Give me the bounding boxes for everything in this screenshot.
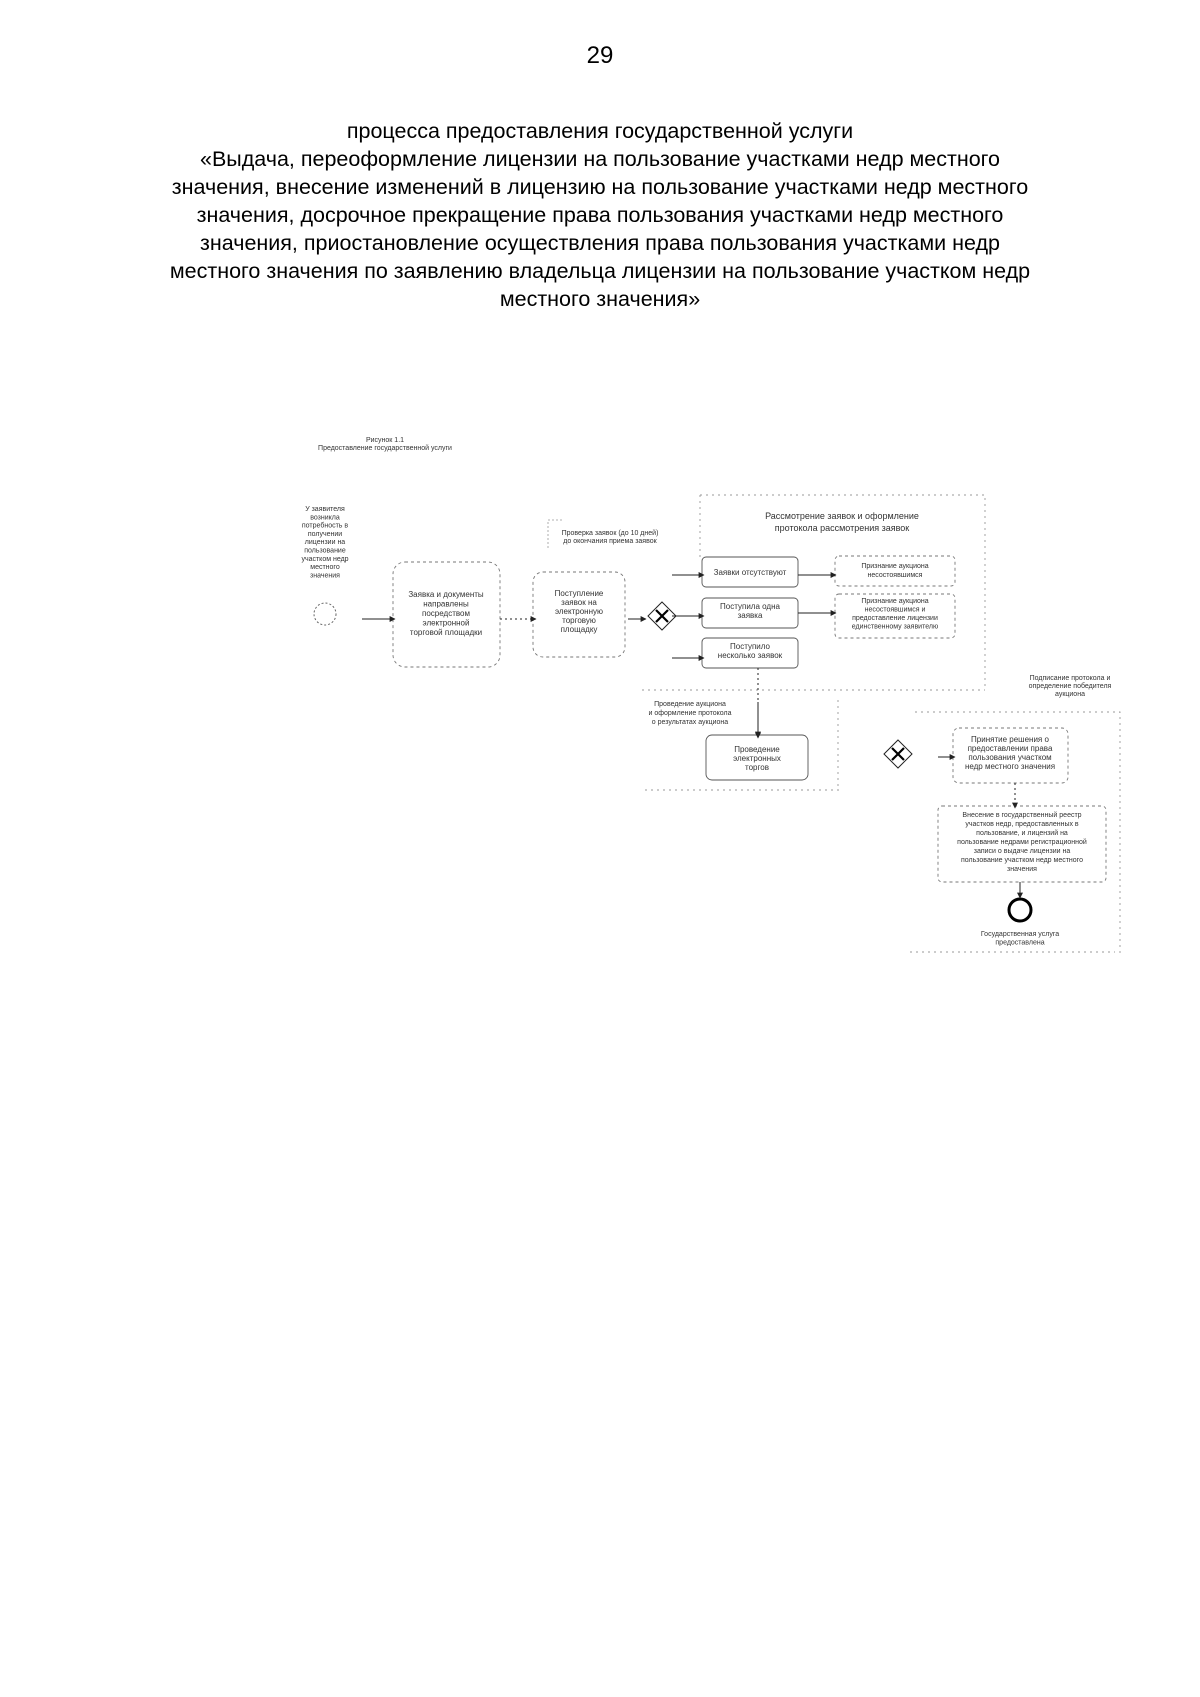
start-event-label-line: возникла — [310, 514, 340, 522]
result-single-applicant-label — [852, 598, 938, 631]
task-submit-line: электронной — [422, 618, 470, 628]
task-decision-line: недр местного значения — [964, 762, 1056, 771]
pool-auction-title-line: о результатах аукциона — [651, 719, 729, 726]
annotation-receipt — [562, 529, 659, 545]
task-register-line: пользование, и лицензий на — [976, 830, 1068, 837]
heading-line: местного значения» — [499, 287, 701, 311]
pool-auction-title — [649, 701, 732, 726]
annotation-receipt-line: до окончания приема заявок — [563, 538, 657, 545]
heading-line: значения, приостановление осуществления права пользования участками недр — [200, 231, 1000, 255]
heading-line: значения, досрочное прекращение права пользования участками недр местного — [196, 203, 1004, 227]
task-receipt-line: торговую — [562, 616, 596, 625]
task-auction-line: Проведение — [734, 745, 780, 754]
start-event-label-line: участком недр — [301, 555, 349, 563]
task-receipt-line: заявок на — [561, 598, 597, 607]
figure-caption-line: Предоставление государственной услуги — [318, 445, 452, 452]
exclusive-gateway-icon — [648, 602, 676, 630]
start-event-label-line: пользование — [304, 547, 346, 555]
end-event-label-line: предоставлена — [995, 939, 1045, 947]
cond-many-bids-line: несколько заявок — [717, 651, 783, 660]
task-decision-label — [965, 735, 1055, 771]
condition-no-bids-label — [714, 568, 787, 577]
pool-review-title-line: протокола рассмотрения заявок — [774, 523, 910, 533]
end-event-label — [981, 931, 1059, 947]
annotation-decision-line: определение победителя — [1028, 683, 1112, 690]
result-single-line: единственному заявителю — [851, 623, 939, 631]
task-submit-line: посредством — [422, 609, 470, 618]
pool-auction-title-line: Проведение аукциона — [654, 701, 726, 708]
heading-line: «Выдача, переоформление лицензии на пользование участками недр местного — [199, 147, 1000, 171]
task-receipt-line: площадку — [560, 625, 598, 634]
pool-review-title — [765, 511, 919, 533]
result-single-line: Признание аукциона — [861, 598, 929, 605]
figure-caption-line: Рисунок 1.1 — [365, 437, 405, 444]
task-receipt-line: электронную — [554, 607, 604, 616]
start-event-label-line: У заявителя — [305, 506, 345, 513]
result-single-line: предоставление лицензии — [852, 615, 938, 622]
annotation-decision-line: Подписание протокола и — [1029, 675, 1111, 682]
heading-line: процесса предоставления государственной услуги — [346, 119, 854, 143]
task-decision-line: предоставлении права — [967, 744, 1053, 753]
start-event-label — [301, 506, 348, 579]
start-event-label-line: местного — [310, 564, 340, 572]
cond-one-bid-line: заявка — [737, 611, 763, 620]
result-auction-failed — [835, 556, 955, 586]
start-event-label-line: потребность в — [301, 522, 349, 530]
page-number: 29 — [586, 42, 614, 69]
task-submit-line: Заявка и документы — [408, 590, 484, 599]
start-event-label-line: значения — [310, 572, 340, 580]
pool-review-title-line: Рассмотрение заявок и оформление — [765, 511, 919, 521]
cond-many-bids-line: Поступило — [730, 642, 770, 651]
start-event-label-line: лицензии на — [304, 539, 346, 547]
result-failed-line: Признание аукциона — [861, 563, 929, 570]
result-single-line: несостоявшимся и — [864, 606, 926, 614]
heading-line: местного значения по заявлению владельца лицензии на пользование участком недр — [169, 259, 1031, 283]
task-auction-line: торгов — [745, 763, 769, 772]
task-receipt-line: Поступление — [554, 589, 604, 598]
task-decision-line: Принятие решения о — [971, 735, 1049, 744]
cond-no-bids-line: Заявки отсутствуют — [713, 568, 787, 577]
pool-auction-title-line: и оформление протокола — [648, 710, 732, 717]
annotation-decision-line: аукциона — [1055, 691, 1085, 698]
task-register-line: значения — [1007, 866, 1037, 873]
end-event-icon — [1009, 899, 1031, 921]
task-receipt-label — [555, 589, 604, 634]
task-register-label — [957, 811, 1087, 873]
start-event-icon — [314, 603, 336, 625]
figure-caption — [318, 437, 452, 452]
end-event-label-line: Государственная услуга — [980, 931, 1060, 938]
task-submit-line: направлены — [423, 599, 469, 609]
start-event-label-line: получении — [307, 530, 343, 538]
task-register-line: пользование недрами регистрационной — [957, 839, 1087, 846]
heading-line: значения, внесение изменений в лицензию на пользование участками недр местного — [171, 175, 1029, 199]
exclusive-gateway-2-icon — [884, 740, 912, 768]
annotation-receipt-line: Проверка заявок (до 10 дней) — [561, 530, 659, 537]
task-decision-line: пользования участком — [968, 753, 1052, 762]
task-register-line: Внесение в государственный реестр — [962, 812, 1082, 819]
task-register-line: записи о выдаче лицензии на — [973, 848, 1071, 855]
task-submit-line: торговой площадки — [409, 628, 483, 637]
task-register-line: пользование участком недр местного — [961, 857, 1083, 864]
result-failed-line: несостоявшимся — [867, 572, 923, 579]
annotation-decision — [1029, 675, 1112, 698]
cond-one-bid-line: Поступила одна — [720, 602, 780, 611]
task-register-line: участков недр, предоставленных в — [965, 821, 1079, 828]
task-auction-line: электронных — [733, 754, 781, 763]
